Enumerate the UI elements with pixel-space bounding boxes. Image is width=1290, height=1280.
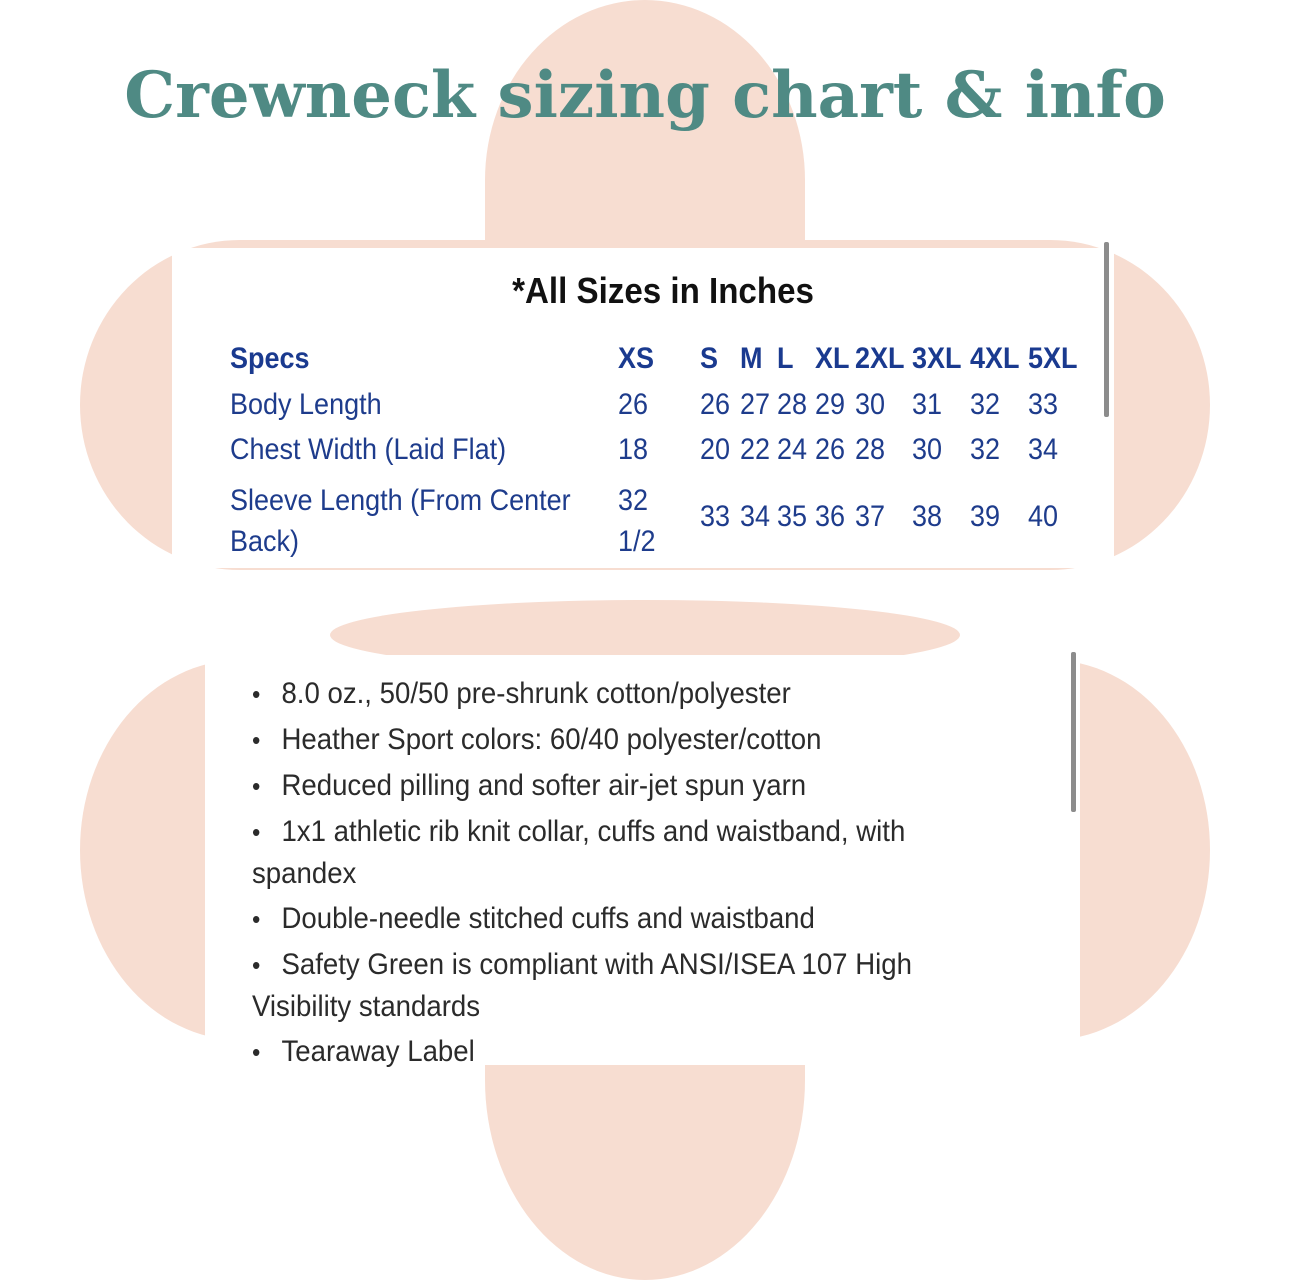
- table-cell: 39: [970, 500, 1001, 533]
- feature-list-item: [252, 944, 951, 1027]
- bullet-icon: •: [252, 679, 261, 709]
- feature-text: Double-needle stitched cuffs and waistband: [281, 902, 815, 935]
- table-cell: 26: [618, 388, 649, 421]
- bullet-icon: •: [252, 817, 261, 847]
- table-row-label: Body Length: [230, 388, 382, 421]
- table-cell: 28: [855, 433, 886, 466]
- features-list: [252, 673, 1012, 1077]
- table-cell: 38: [912, 500, 943, 533]
- feature-text: Safety Green is compliant with ANSI/ISEA 107 High Visibility standards: [252, 948, 912, 1023]
- table-row-label: Sleeve Length (From Center Back): [230, 484, 571, 558]
- features-scrollbar[interactable]: [1071, 652, 1076, 812]
- feature-text: 1x1 athletic rib knit collar, cuffs and waistband, with spandex: [252, 815, 906, 890]
- table-cell: 40: [1028, 500, 1059, 533]
- table-cell: 29: [815, 388, 846, 421]
- table-header-size: 5XL: [1028, 342, 1078, 375]
- bullet-icon: •: [252, 950, 261, 980]
- feature-text: Reduced pilling and softer air-jet spun yarn: [281, 769, 807, 802]
- table-cell: 36: [815, 500, 846, 533]
- feature-list-item: [252, 1031, 951, 1073]
- feature-text: 8.0 oz., 50/50 pre-shrunk cotton/polyester: [281, 677, 791, 710]
- table-row-label: Chest Width (Laid Flat): [230, 433, 507, 466]
- table-header-size: 2XL: [855, 342, 905, 375]
- table-cell: 27: [740, 388, 771, 421]
- table-header-size: 3XL: [912, 342, 962, 375]
- table-cell: 22: [740, 433, 771, 466]
- feature-text: Heather Sport colors: 60/40 polyester/cotton: [281, 723, 822, 756]
- table-header-size: S: [700, 342, 719, 375]
- feature-list-item: [252, 673, 951, 715]
- table-cell: 33: [1028, 388, 1059, 421]
- size-chart-scrollbar[interactable]: [1104, 242, 1109, 417]
- table-cell: 26: [700, 388, 731, 421]
- feature-list-item: [252, 719, 951, 761]
- flower-petal-bottom: [485, 1065, 805, 1280]
- table-header-specs: Specs: [230, 342, 310, 375]
- table-cell: 28: [777, 388, 808, 421]
- feature-list-item: [252, 765, 951, 807]
- table-cell: 20: [700, 433, 731, 466]
- table-cell: 35: [777, 500, 808, 533]
- feature-text: Tearaway Label: [281, 1035, 475, 1068]
- feature-list-item: [252, 898, 951, 940]
- bullet-icon: •: [252, 771, 261, 801]
- table-cell: 34: [1028, 433, 1059, 466]
- table-header-size: 4XL: [970, 342, 1020, 375]
- table-cell: 32: [970, 388, 1001, 421]
- size-chart-heading: *All Sizes in Inches: [512, 270, 814, 311]
- table-cell: 31: [912, 388, 943, 421]
- table-header-size: L: [777, 342, 794, 375]
- bullet-icon: •: [252, 725, 261, 755]
- page-title: Crewneck sizing chart & info: [124, 58, 1166, 133]
- table-cell: 18: [618, 433, 649, 466]
- table-cell: 34: [740, 500, 771, 533]
- table-header-size: XS: [618, 342, 655, 375]
- table-cell: 24: [777, 433, 808, 466]
- table-cell: 26: [815, 433, 846, 466]
- table-cell: 30: [855, 388, 886, 421]
- table-cell: 37: [855, 500, 886, 533]
- bullet-icon: •: [252, 1037, 261, 1067]
- table-cell: 30: [912, 433, 943, 466]
- feature-list-item: [252, 811, 951, 894]
- table-cell: 32 1/2: [618, 484, 656, 558]
- table-header-size: XL: [815, 342, 850, 375]
- table-cell: 33: [700, 500, 731, 533]
- table-header-size: M: [740, 342, 763, 375]
- bullet-icon: •: [252, 904, 261, 934]
- table-cell: 32: [970, 433, 1001, 466]
